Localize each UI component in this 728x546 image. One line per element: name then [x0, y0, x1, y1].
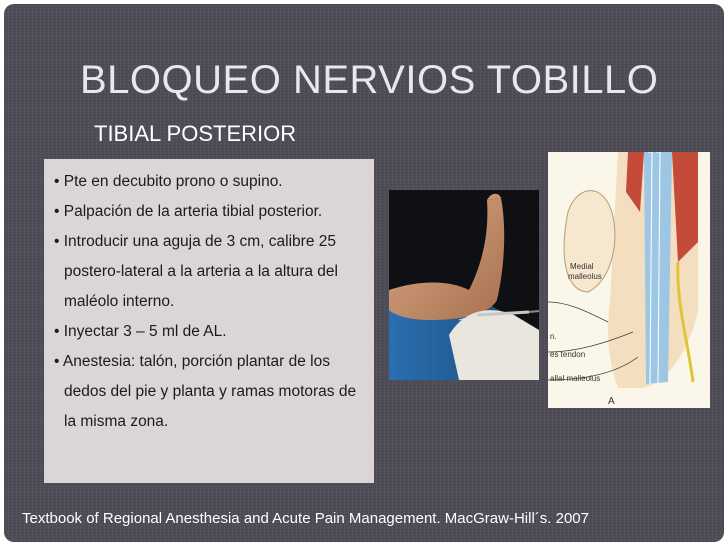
bullet-item: • Anestesia: talón, porción plantar de los dedos del pie y planta y ramas motoras de la misma zona.: [54, 353, 357, 430]
diagram-label-malleolus-lower: allal malleolus: [550, 374, 601, 383]
procedure-photo: [389, 190, 539, 380]
bullet-textbox: [44, 159, 374, 483]
procedure-photo-drawing: [389, 190, 539, 380]
citation-footer: Textbook of Regional Anesthesia and Acute Pain Management. MacGraw-Hill´s. 2007: [22, 510, 589, 527]
diagram-figure-letter: A: [608, 396, 615, 407]
bullet-item: • Inyectar 3 – 5 ml de AL.: [54, 323, 227, 340]
slide-subtitle: TIBIAL POSTERIOR: [94, 121, 297, 146]
diagram-label-n: n.: [550, 332, 557, 341]
diagram-label-malleolus: malleolus: [568, 272, 602, 281]
anatomy-diagram: [548, 152, 710, 408]
bullet-item: • Introducir una aguja de 3 cm, calibre 25 postero-lateral a la arteria a la altura del maléolo interno.: [54, 233, 338, 310]
diagram-label-tendon: es tendon: [550, 350, 586, 359]
slide-title: BLOQUEO NERVIOS TOBILLO: [80, 58, 659, 102]
bullet-item: • Palpación de la arteria tibial posterior.: [54, 203, 323, 220]
diagram-label-medial: Medial: [570, 262, 594, 271]
bullet-item: • Pte en decubito prono o supino.: [54, 173, 283, 190]
